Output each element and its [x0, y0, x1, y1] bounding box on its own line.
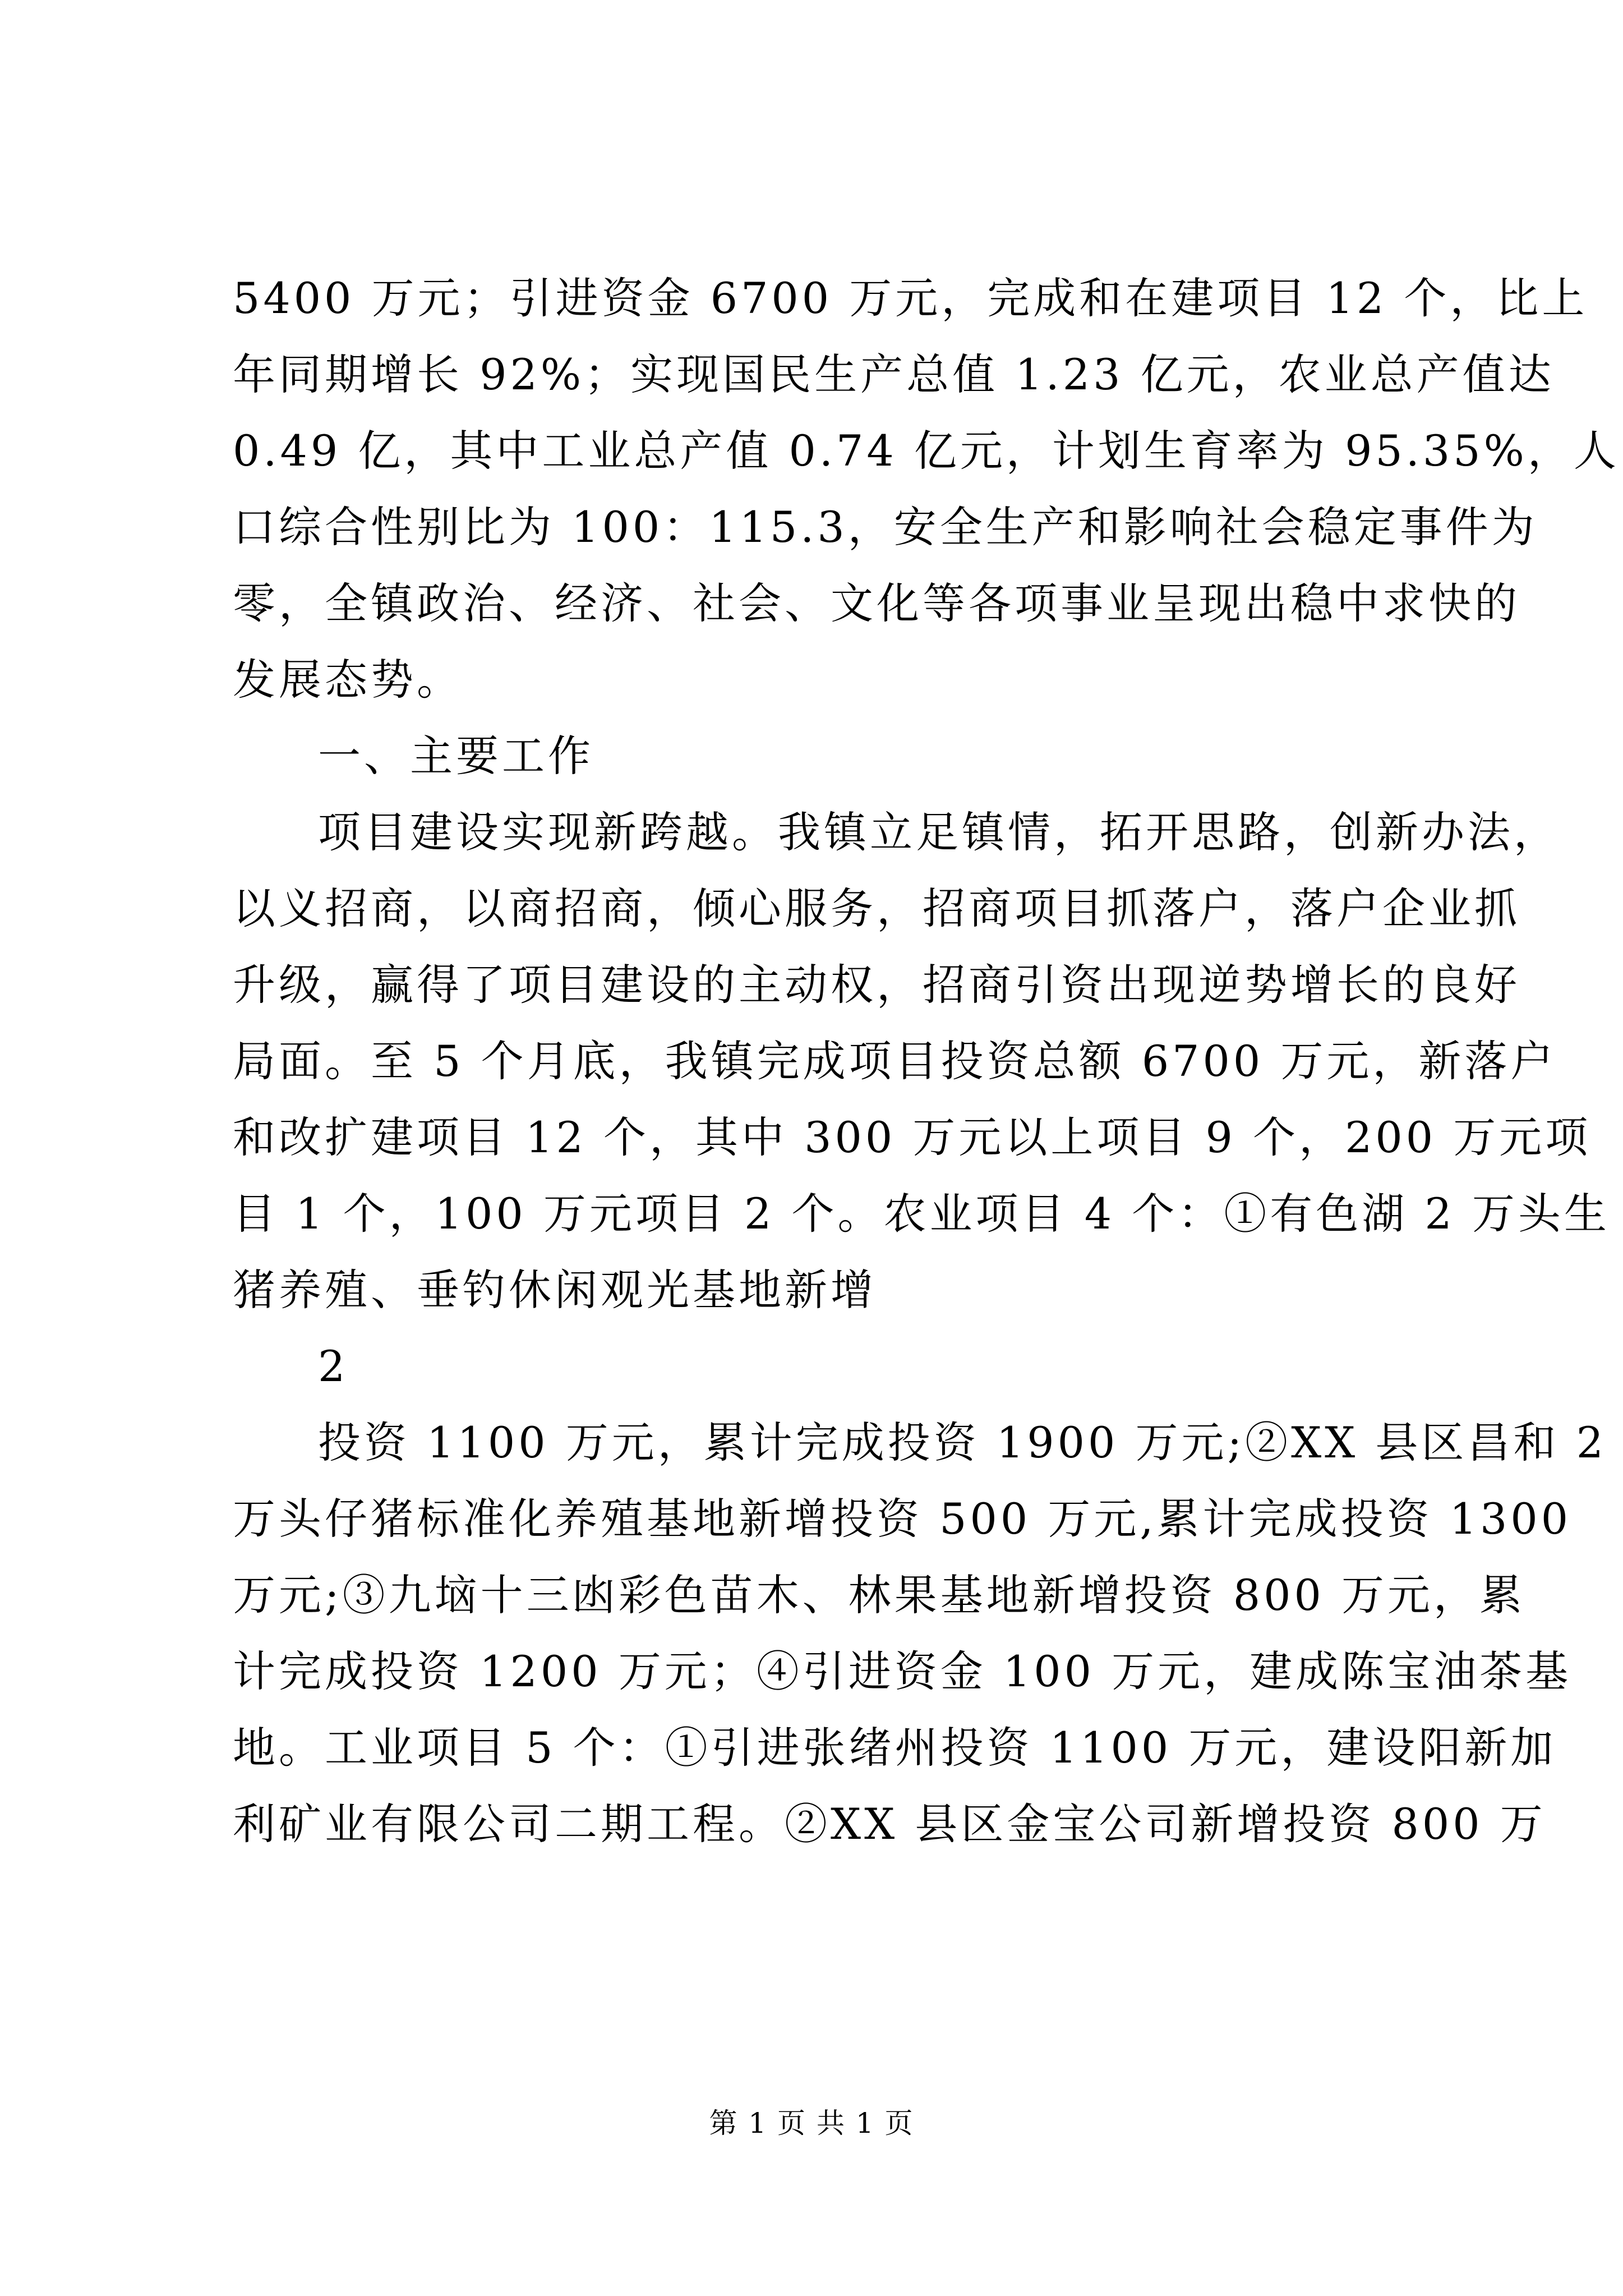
- inline-page-number: 2: [318, 1341, 349, 1391]
- text-line: 目 1 个，100 万元项目 2 个。农业项目 4 个：①有色湖 2 万头生: [233, 1189, 1610, 1239]
- text-line: 年同期增长 92%；实现国民生产总值 1.23 亿元，农业总产值达: [233, 349, 1555, 399]
- text-line: 升级，赢得了项目建设的主动权，招商引资出现逆势增长的良好: [233, 960, 1520, 1010]
- text-line: 利矿业有限公司二期工程。②XX 县区金宝公司新增投资 800 万: [233, 1799, 1546, 1849]
- text-line: 以义招商，以商招商，倾心服务，招商项目抓落户，落户企业抓: [233, 884, 1520, 933]
- text-line: 万元;③九垴十三凼彩色苗木、林果基地新增投资 800 万元，累: [233, 1570, 1525, 1620]
- text-line: 零，全镇政治、经济、社会、文化等各项事业呈现出稳中求快的: [233, 578, 1520, 628]
- text-line: 万头仔猪标准化养殖基地新增投资 500 万元,累计完成投资 1300: [233, 1494, 1572, 1544]
- text-line: 口综合性别比为 100：115.3，安全生产和影响社会稳定事件为: [233, 502, 1538, 552]
- text-line: 猪养殖、垂钓休闲观光基地新增: [233, 1265, 877, 1315]
- section-heading: 一、主要工作: [318, 731, 594, 781]
- text-line: 5400 万元；引进资金 6700 万元，完成和在建项目 12 个，比上: [233, 273, 1588, 323]
- text-line: 计完成投资 1200 万元；④引进资金 100 万元，建成陈宝油茶基: [233, 1646, 1572, 1696]
- text-line: 投资 1100 万元，累计完成投资 1900 万元;②XX 县区昌和 2: [318, 1418, 1607, 1467]
- text-line: 发展态势。: [233, 655, 463, 705]
- text-line: 和改扩建项目 12 个，其中 300 万元以上项目 9 个，200 万元项: [233, 1112, 1592, 1162]
- text-line: 项目建设实现新跨越。我镇立足镇情，拓开思路，创新办法，: [318, 807, 1560, 857]
- page-footer: 第 1 页 共 1 页: [709, 2107, 914, 2139]
- text-line: 局面。至 5 个月底，我镇完成项目投资总额 6700 万元，新落户: [233, 1036, 1557, 1086]
- text-line: 0.49 亿，其中工业总产值 0.74 亿元，计划生育率为 95.35%，人: [233, 426, 1620, 476]
- text-line: 地。工业项目 5 个：①引进张绪州投资 1100 万元，建设阳新加: [233, 1723, 1557, 1773]
- body-text: [233, 260, 1620, 1862]
